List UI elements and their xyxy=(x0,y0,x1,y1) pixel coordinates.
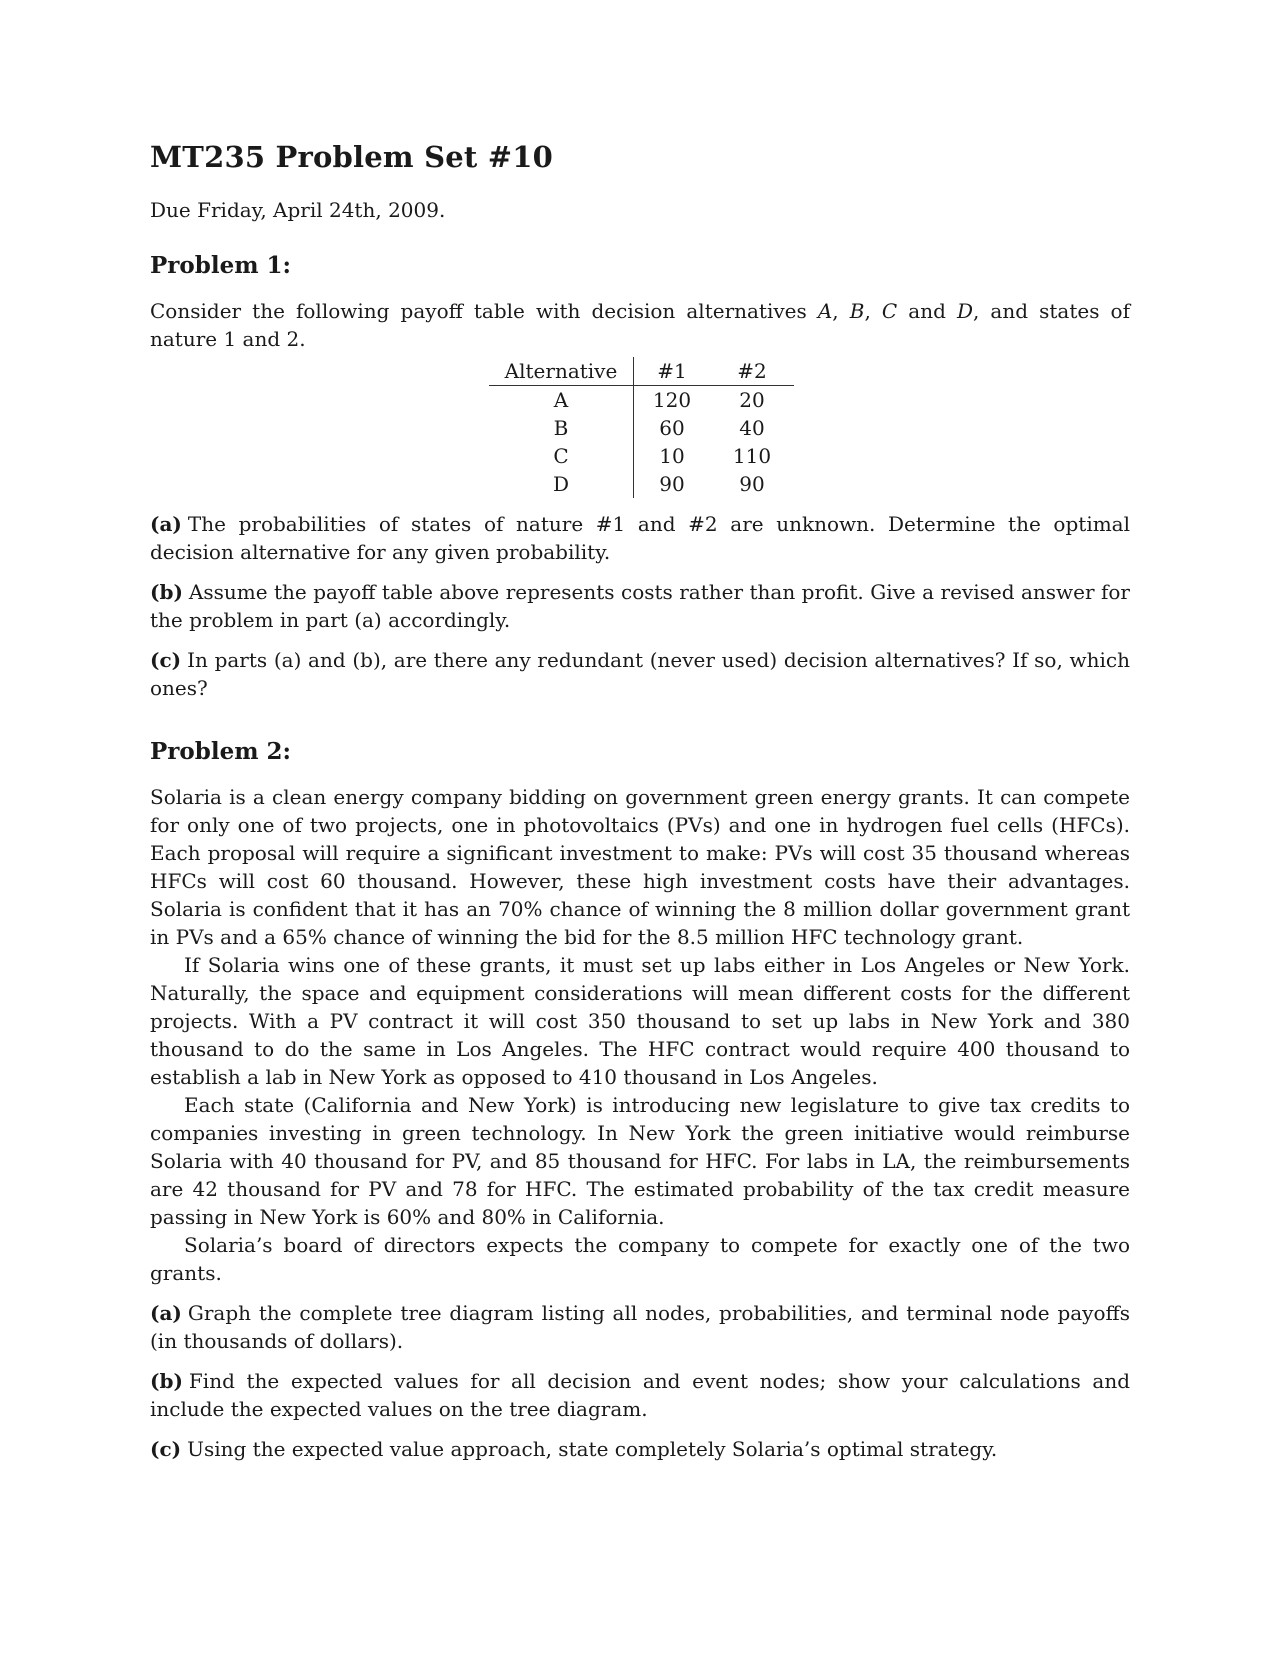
problem-2-part-a: (a) Graph the complete tree diagram listing all nodes, probabilities, and terminal node payoffs (in thousands of dollars). xyxy=(150,1301,1130,1353)
alternative-cell: B xyxy=(489,414,634,442)
problem-1-heading: Problem 1: xyxy=(150,252,292,279)
problem-2-heading: Problem 2: xyxy=(150,738,292,765)
payoff-cell: 40 xyxy=(739,416,765,440)
problem-2-part-c: (c) Using the expected value approach, state completely Solaria’s optimal strategy. xyxy=(150,1437,998,1461)
problem-2-paragraph: If Solaria wins one of these grants, it must set up labs either in Los Angeles or New York. Naturally, the space and equipment considerations will mean different costs for the different projects. With a PV contract it will cost 350 thousand to set up labs in New York and 380 thousand to do the same in Los Angeles. The HFC contract would require 400 thousand to establish a lab in New York as opposed to 410 thousand in Los Angeles. xyxy=(150,953,1130,1089)
alternative-cell: D xyxy=(489,470,634,498)
payoff-cell: 120 xyxy=(652,388,692,412)
var-b: B xyxy=(849,299,865,323)
problem-1-part-a: (a) The probabilities of states of nature #1 and #2 are unknown. Determine the optimal decision alternative for any given probability. xyxy=(150,512,1130,564)
alternative-cell: A xyxy=(489,386,634,415)
alternative-cell: C xyxy=(489,442,634,470)
payoff-table xyxy=(489,357,794,498)
payoff-cell: 110 xyxy=(732,444,772,468)
var-a: A xyxy=(817,299,833,323)
payoff-cell: 90 xyxy=(659,472,685,496)
document-page xyxy=(150,140,1130,1463)
table-row xyxy=(489,414,794,442)
page-title: MT235 Problem Set #10 xyxy=(150,140,554,174)
problem-1-part-c: (c) In parts (a) and (b), are there any redundant (never used) decision alternatives? If so, which ones? xyxy=(150,648,1130,700)
problem-2-part-b: (b) Find the expected values for all decision and event nodes; show your calculations and include the expected values on the tree diagram. xyxy=(150,1369,1130,1421)
table-header-row xyxy=(489,357,794,386)
problem-2-paragraph: Each state (California and New York) is introducing new legislature to give tax credits to companies investing in green technology. In New York the green initiative would reimburse Solaria with 40 thousand for PV, and 85 thousand for HFC. For labs in LA, the reimbursements are 42 thousand for PV and 78 for HFC. The estimated probability of the tax credit measure passing in New York is 60% and 80% in California. xyxy=(150,1093,1130,1229)
problem-1-intro: Consider the following payoff table with decision alternatives A, B, C and D, and states of nature 1 and 2. xyxy=(150,299,1130,351)
table-row xyxy=(489,386,794,415)
var-c: C xyxy=(881,299,898,323)
header-state-1: #1 xyxy=(634,357,711,386)
payoff-cell: 90 xyxy=(739,472,765,496)
table-row xyxy=(489,442,794,470)
payoff-cell: 60 xyxy=(659,416,685,440)
problem-2-paragraph: Solaria is a clean energy company bidding on government green energy grants. It can compete for only one of two projects, one in photovoltaics (PVs) and one in hydrogen fuel cells (HFCs). Each proposal will require a significant investment to make: PVs will cost 35 thousand whereas HFCs will cost 60 thousand. However, these high investment costs have their advantages. Solaria is confident that it has an 70% chance of winning the 8 million dollar government grant in PVs and a 65% chance of winning the bid for the 8.5 million HFC technology grant. xyxy=(150,785,1130,949)
payoff-cell: 20 xyxy=(739,388,765,412)
problem-1-part-b: (b) Assume the payoff table above represents costs rather than profit. Give a revised answer for the problem in part (a) accordingly. xyxy=(150,580,1130,632)
var-d: D xyxy=(956,299,973,323)
table-row xyxy=(489,470,794,498)
due-date: Due Friday, April 24th, 2009. xyxy=(150,198,446,222)
problem-2-paragraph: Solaria’s board of directors expects the company to compete for exactly one of the two grants. xyxy=(150,1233,1130,1285)
payoff-cell: 10 xyxy=(659,444,685,468)
header-state-2: #2 xyxy=(710,357,794,386)
header-alternative: Alternative xyxy=(489,357,634,386)
